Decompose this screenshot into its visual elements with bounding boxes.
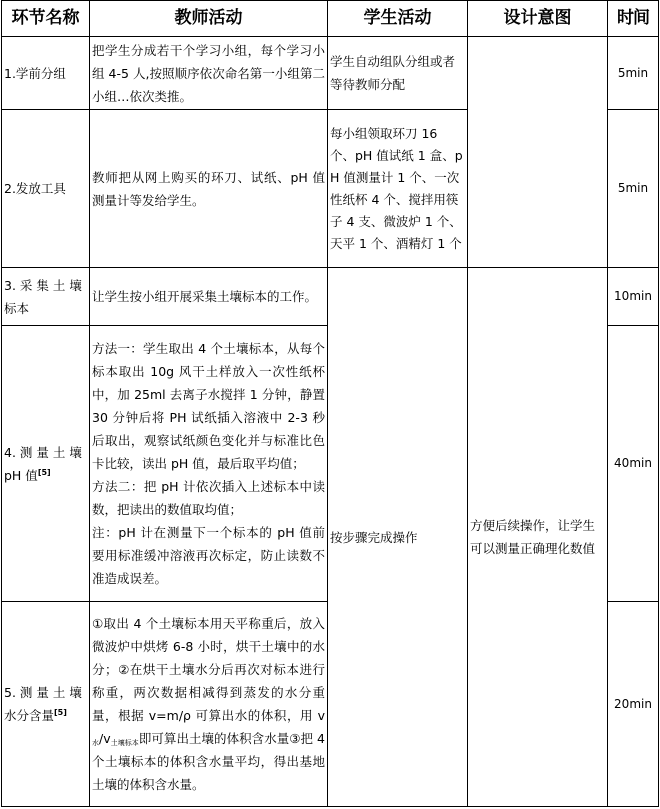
stage-cell: 3. 采 集 土 壤 标本 — [2, 268, 90, 326]
table-row — [2, 268, 659, 326]
procedure-text-part-3: 即可算出土壤的体积含水量③把 4 个土壤标本的体积含水量平均，得出基地土壤的体积含水量。 — [92, 731, 326, 792]
stage-cell — [2, 602, 90, 807]
stage-cell — [2, 326, 90, 602]
time-cell: 40min — [608, 326, 659, 602]
teacher-activity-cell — [90, 326, 328, 602]
student-activity-cell: 每小组领取环刀 16 个、pH 值试纸 1 盒、pH 值测量计 1 个、一次性纸杯 4 个、搅拌用筷子 4 支、微波炉 1 个、天平 1 个、酒精灯 1 个 — [328, 110, 468, 268]
procedure-text-part-2: /v — [99, 731, 111, 746]
note-text: 注：pH 计在测量下一个标本的 pH 值前要用标准缓冲溶液再次标定，防止读数不准造成误差。 — [92, 525, 325, 586]
header-intent: 设计意图 — [468, 1, 608, 37]
method-one-text: 方法一：学生取出 4 个土壤标本，从每个标本取出 10g 风干土样放入一次性纸杯中，加 25ml 去离子水搅拌 1 分钟，静置 30 分钟后将 PH 试纸插入溶液中 2-3 秒后取出，观察试纸颜色变化并与标准比色卡比较，读出 pH 值，最后取平均值； — [92, 341, 325, 471]
header-student: 学生活动 — [328, 1, 468, 37]
teacher-activity-cell: 教师把从网上购买的环刀、试纸、pH 值测量计等发给学生。 — [90, 110, 328, 268]
header-time: 时间 — [608, 1, 659, 37]
intent-shared-cell: 方便后续操作，让学生可以测量正确理化数值 — [468, 268, 608, 807]
subscript-soil-sample: 土壤标本 — [110, 739, 139, 747]
citation-ref: [5] — [37, 467, 51, 477]
table-row — [2, 37, 659, 110]
teacher-activity-cell: 把学生分成若干个学习小组，每个学习小组 4-5 人,按照顺序依次命名第一小组第二小组…依次类推。 — [90, 37, 328, 110]
header-teacher: 教师活动 — [90, 1, 328, 37]
teacher-activity-cell: 让学生按小组开展采集土壤标本的工作。 — [90, 268, 328, 326]
stage-label: 5. 测 量 土 壤 水分含量 — [4, 685, 82, 723]
time-cell: 5min — [608, 110, 659, 268]
subscript-water: 水 — [92, 739, 100, 747]
stage-label: 4. 测 量 土 壤 pH 值 — [4, 444, 82, 483]
stage-cell: 1.学前分组 — [2, 37, 90, 110]
intent-cell-empty — [468, 37, 608, 268]
student-activity-shared-cell: 按步骤完成操作 — [328, 268, 468, 807]
citation-ref: [5] — [54, 707, 67, 717]
header-row — [2, 1, 659, 37]
teacher-activity-cell — [90, 602, 328, 807]
lesson-plan-table-wrapper — [1, 0, 658, 807]
time-cell: 10min — [608, 268, 659, 326]
header-stage: 环节名称 — [2, 1, 90, 37]
time-cell: 5min — [608, 37, 659, 110]
student-activity-cell: 学生自动组队分组或者等待教师分配 — [328, 37, 468, 110]
stage-cell: 2.发放工具 — [2, 110, 90, 268]
lesson-plan-table — [1, 0, 659, 807]
time-cell: 20min — [608, 602, 659, 807]
method-two-text: 方法二：把 pH 计依次插入上述标本中读数，把读出的数值取均值； — [92, 479, 325, 517]
procedure-text-part-1: ①取出 4 个土壤标本用天平称重后，放入微波炉中烘烤 6-8 小时，烘干土壤中的水分；②在烘干土壤水分后再次对标本进行称重，两次数据相减得到蒸发的水分重量，根据 v=m/ρ 可算出水的体积，用 v — [92, 616, 325, 723]
